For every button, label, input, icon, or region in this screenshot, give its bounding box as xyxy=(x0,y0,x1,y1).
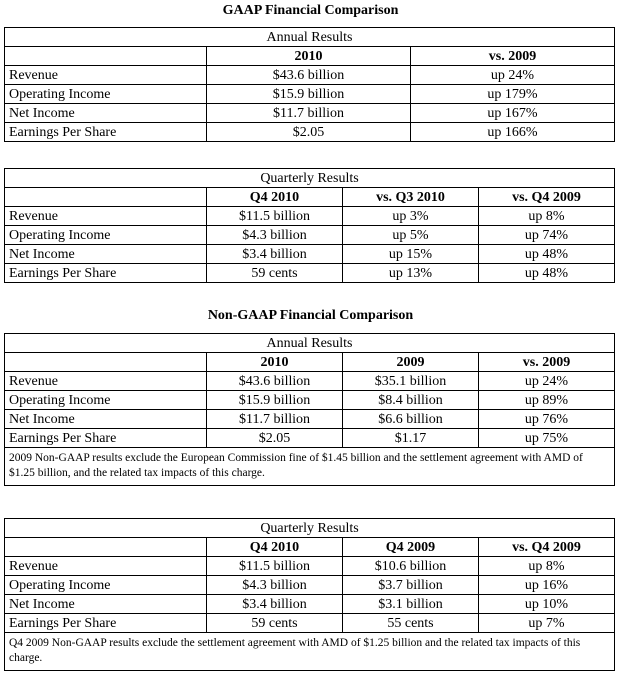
table-note-row xyxy=(5,448,615,486)
table-row xyxy=(5,391,615,410)
table-cell: $3.1 billion xyxy=(343,595,479,614)
column-header-row xyxy=(5,538,615,557)
table-cell: up 7% xyxy=(479,614,615,633)
row-label: Revenue xyxy=(5,66,207,85)
column-header-row xyxy=(5,47,615,66)
period-header: Annual Results xyxy=(5,28,615,47)
table-row xyxy=(5,123,615,142)
table-header-row xyxy=(5,334,615,353)
table-cell: up 76% xyxy=(479,410,615,429)
table-row xyxy=(5,104,615,123)
period-header: Quarterly Results xyxy=(5,169,615,188)
column-header xyxy=(5,538,207,557)
table-cell: up 15% xyxy=(343,245,479,264)
column-header: vs. Q3 2010 xyxy=(343,188,479,207)
table-cell: up 8% xyxy=(479,207,615,226)
row-label: Net Income xyxy=(5,245,207,264)
column-header xyxy=(5,353,207,372)
column-header: Q4 2009 xyxy=(343,538,479,557)
table-row xyxy=(5,614,615,633)
table-cell: $15.9 billion xyxy=(207,391,343,410)
column-header: vs. Q4 2009 xyxy=(479,188,615,207)
table-cell: $8.4 billion xyxy=(343,391,479,410)
row-label: Earnings Per Share xyxy=(5,123,207,142)
table-cell: $43.6 billion xyxy=(207,372,343,391)
table-cell: up 5% xyxy=(343,226,479,245)
column-header: Q4 2010 xyxy=(207,538,343,557)
period-header: Annual Results xyxy=(5,334,615,353)
table-cell: $6.6 billion xyxy=(343,410,479,429)
gaap-quarterly-table xyxy=(4,168,615,283)
row-label: Earnings Per Share xyxy=(5,264,207,283)
row-label: Revenue xyxy=(5,372,207,391)
table-header-row xyxy=(5,28,615,47)
table-cell: up 24% xyxy=(479,372,615,391)
table-row xyxy=(5,66,615,85)
table-cell: up 24% xyxy=(411,66,615,85)
nongaap-quarterly-table xyxy=(4,518,615,671)
table-note-row xyxy=(5,633,615,671)
table-row xyxy=(5,85,615,104)
table-cell: $3.4 billion xyxy=(207,245,343,264)
footnote: Q4 2009 Non-GAAP results exclude the settlement agreement with AMD of $1.25 billion and the related tax impacts of this charge. xyxy=(5,633,615,671)
row-label: Revenue xyxy=(5,557,207,576)
row-label: Revenue xyxy=(5,207,207,226)
table-cell: $4.3 billion xyxy=(207,226,343,245)
table-cell: up 75% xyxy=(479,429,615,448)
table-cell: up 3% xyxy=(343,207,479,226)
column-header xyxy=(5,47,207,66)
row-label: Earnings Per Share xyxy=(5,614,207,633)
table-cell: $3.7 billion xyxy=(343,576,479,595)
table-row xyxy=(5,410,615,429)
table-cell: $35.1 billion xyxy=(343,372,479,391)
table-header-row xyxy=(5,169,615,188)
table-header-row xyxy=(5,519,615,538)
row-label: Operating Income xyxy=(5,576,207,595)
table-row xyxy=(5,264,615,283)
column-header: 2010 xyxy=(207,47,411,66)
table-cell: up 8% xyxy=(479,557,615,576)
table-cell: $11.5 billion xyxy=(207,557,343,576)
table-cell: $10.6 billion xyxy=(343,557,479,576)
table-cell: up 89% xyxy=(479,391,615,410)
table-cell: 59 cents xyxy=(207,264,343,283)
column-header: 2009 xyxy=(343,353,479,372)
table-cell: up 10% xyxy=(479,595,615,614)
table-cell: $2.05 xyxy=(207,429,343,448)
column-header: Q4 2010 xyxy=(207,188,343,207)
column-header: 2010 xyxy=(207,353,343,372)
gaap-title: GAAP Financial Comparison xyxy=(222,3,399,18)
table-cell: up 167% xyxy=(411,104,615,123)
row-label: Earnings Per Share xyxy=(5,429,207,448)
table-cell: $15.9 billion xyxy=(207,85,411,104)
column-header: vs. 2009 xyxy=(479,353,615,372)
table-cell: $1.17 xyxy=(343,429,479,448)
table-cell: $4.3 billion xyxy=(207,576,343,595)
table-cell: $3.4 billion xyxy=(207,595,343,614)
row-label: Operating Income xyxy=(5,391,207,410)
table-cell: up 48% xyxy=(479,264,615,283)
table-cell: $11.7 billion xyxy=(207,410,343,429)
table-cell: up 179% xyxy=(411,85,615,104)
table-row xyxy=(5,226,615,245)
column-header: vs. 2009 xyxy=(411,47,615,66)
gaap-annual-table xyxy=(4,27,615,142)
table-cell: up 74% xyxy=(479,226,615,245)
table-cell: up 16% xyxy=(479,576,615,595)
nongaap-annual-table xyxy=(4,333,615,486)
period-header: Quarterly Results xyxy=(5,519,615,538)
table-row xyxy=(5,576,615,595)
row-label: Operating Income xyxy=(5,226,207,245)
table-cell: $11.5 billion xyxy=(207,207,343,226)
table-row xyxy=(5,207,615,226)
table-row xyxy=(5,372,615,391)
nongaap-title: Non-GAAP Financial Comparison xyxy=(207,308,414,323)
table-row xyxy=(5,245,615,264)
table-cell: up 48% xyxy=(479,245,615,264)
table-cell: 59 cents xyxy=(207,614,343,633)
column-header-row xyxy=(5,188,615,207)
row-label: Net Income xyxy=(5,595,207,614)
table-cell: 55 cents xyxy=(343,614,479,633)
table-cell: $11.7 billion xyxy=(207,104,411,123)
table-row xyxy=(5,595,615,614)
table-cell: $2.05 xyxy=(207,123,411,142)
table-row xyxy=(5,429,615,448)
column-header: vs. Q4 2009 xyxy=(479,538,615,557)
table-cell: $43.6 billion xyxy=(207,66,411,85)
row-label: Net Income xyxy=(5,104,207,123)
table-cell: up 13% xyxy=(343,264,479,283)
footnote: 2009 Non-GAAP results exclude the European Commission fine of $1.45 billion and the settlement agreement with AMD of $1.25 billion, and the related tax impacts of this charge. xyxy=(5,448,615,486)
table-cell: up 166% xyxy=(411,123,615,142)
table-row xyxy=(5,557,615,576)
column-header-row xyxy=(5,353,615,372)
row-label: Net Income xyxy=(5,410,207,429)
row-label: Operating Income xyxy=(5,85,207,104)
column-header xyxy=(5,188,207,207)
